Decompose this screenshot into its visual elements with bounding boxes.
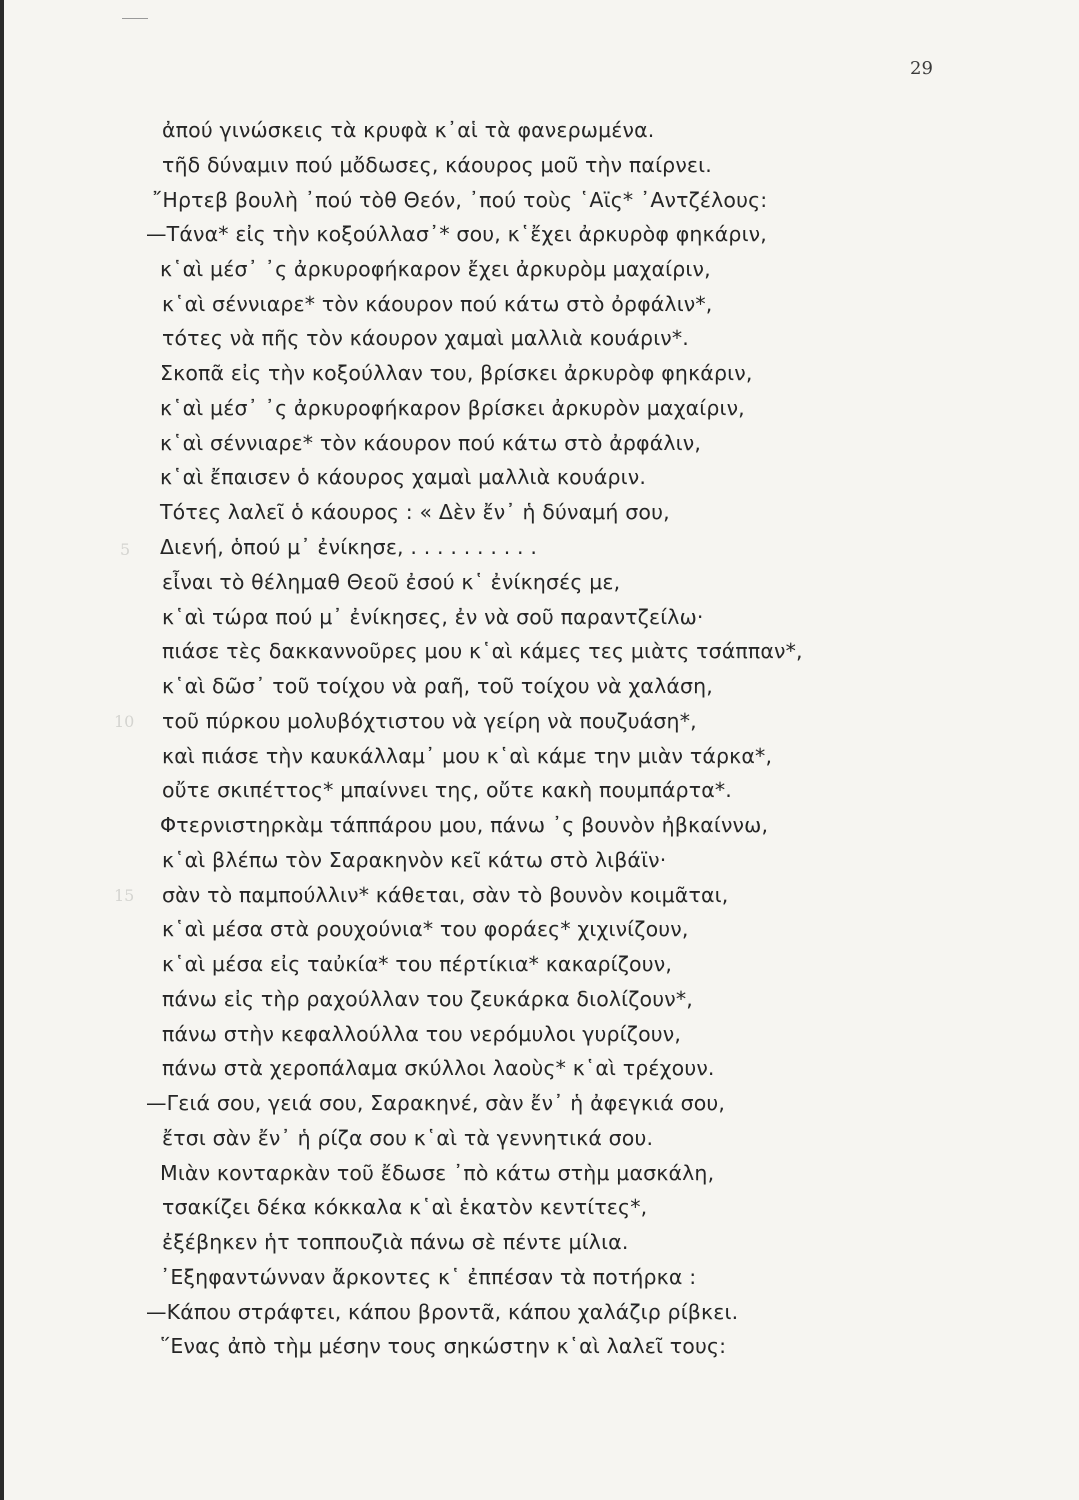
- margin-line-number: 15: [114, 886, 135, 905]
- verse-line: Διενή, ὁπού μ᾿ ἐνίκησε, . . . . . . . . . .: [160, 535, 538, 559]
- verse-line: εἶναι τὸ θέλημαθ Θεοῦ ἐσού κ῾ ἐνίκησές με,: [162, 570, 621, 594]
- verse-line: κ῾αὶ βλέπω τὸν Σαρακηνὸν κεῖ κάτω στὸ λιβάϊν·: [162, 848, 667, 872]
- verse-line: ῞Ενας ἀπὸ τὴμ μέσην τους σηκώστην κ῾αὶ λαλεῖ τους:: [160, 1334, 727, 1358]
- verse-line: κ῾αὶ μέσ᾿ ᾿ς ἀρκυροφήκαρον ἔχει ἀρκυρὸμ μαχαίριν,: [160, 257, 711, 281]
- top-mark: [122, 18, 148, 19]
- verse-line: ᾿Εξηφαντώνναν ἄρκοντες κ῾ ἐππέσαν τὰ ποτήρκα :: [160, 1265, 697, 1289]
- verse-line: πιάσε τὲς δακκαννοῦρες μου κ῾αὶ κάμες τες μιὰτς τσάππαν*,: [162, 639, 803, 663]
- verse-line: πάνω εἰς τὴρ ραχούλλαν του ζευκάρκα διολίζουν*,: [162, 987, 693, 1011]
- verse-line: ἀπού γινώσκεις τὰ κρυφὰ κ᾽αἱ τὰ φανερωμένα.: [162, 118, 655, 142]
- verse-line: κ῾αὶ δῶσ᾿ τοῦ τοίχου νὰ ραῆ, τοῦ τοίχου νὰ χαλάση,: [162, 674, 713, 698]
- verse-line: σὰν τὸ παμπούλλιν* κάθεται, σὰν τὸ βουνὸν κοιμᾶται,: [162, 883, 729, 907]
- verse-line: κ῾αὶ μέσα στὰ ρουχούνια* του φοράες* χιχινίζουν,: [162, 917, 689, 941]
- verse-line: ἐξέβηκεν ἡτ τοππουζιὰ πάνω σὲ πέντε μίλια.: [162, 1230, 629, 1254]
- verse-line: —Τάνα* εἰς τὴν κοξούλλασ᾿* σου, κ῾ἔχει ἀρκυρὸφ φηκάριν,: [146, 222, 767, 246]
- margin-line-number: 5: [120, 540, 131, 559]
- verse-line: —Γειά σου, γειά σου, Σαρακηνέ, σὰν ἔν᾿ ἡ ἀφεγκιά σου,: [146, 1091, 726, 1115]
- verse-line: κ῾αὶ σέννιαρε* τὸν κάουρον πού κάτω στὸ ὀρφάλιν*,: [162, 292, 713, 316]
- verse-line: Φτερνιστηρκὰμ τάππάρου μου, πάνω ᾿ς βουνὸν ἠβκαίννω,: [160, 813, 769, 837]
- verse-line: κ῾αὶ μέσ᾿ ᾿ς ἀρκυροφήκαρον βρίσκει ἀρκυρὸν μαχαίριν,: [160, 396, 745, 420]
- verse-line: πάνω στὴν κεφαλλούλλα του νερόμυλοι γυρίζουν,: [162, 1022, 682, 1046]
- verse-line: οὔτε σκιπέττος* μπαίννει της, οὔτε κακὴ πουμπάρτα*.: [162, 778, 732, 802]
- verse-line: τοῦ πύρκου μολυβόχτιστου νὰ γείρη νὰ πουζυάση*,: [162, 709, 697, 733]
- verse-line: —Κάπου στράφτει, κάπου βροντᾶ, κάπου χαλάζιρ ρίβκει.: [146, 1300, 739, 1324]
- verse-line: καὶ πιάσε τὴν καυκάλλαμ᾿ μου κ῾αὶ κάμε την μιὰν τάρκα*,: [162, 744, 773, 768]
- verse-line: τσακίζει δέκα κόκκαλα κ῾αὶ ἑκατὸν κεντίτες*,: [162, 1195, 648, 1219]
- verse-line: κ῾αὶ σέννιαρε* τὸν κάουρον πού κάτω στὸ ἀρφάλιν,: [160, 431, 702, 455]
- verse-line: Τότες λαλεῖ ὁ κάουρος : « Δὲν ἔν᾿ ἡ δύναμή σου,: [160, 500, 670, 524]
- verse-line: ἔτσι σὰν ἔν᾿ ἡ ρίζα σου κ῾αὶ τὰ γεννητικά σου.: [162, 1126, 654, 1150]
- verse-line: τότες νὰ πῆς τὸν κάουρον χαμαὶ μαλλιὰ κουάριν*.: [162, 326, 689, 350]
- verse-line: τῆδ δύναμιν πού μὄδωσες, κάουρος μοῦ τὴν παίρνει.: [162, 153, 712, 177]
- verse-line: ῎Ηρτεβ βουλὴ ᾿πού τὸθ Θεόν, ᾿πού τοὺς ῾Αϊς* ᾿Αντζέλους:: [152, 188, 768, 212]
- page-number: 29: [910, 58, 933, 79]
- verse-line: Μιὰν κονταρκὰν τοῦ ἔδωσε ᾿πὸ κάτω στὴμ μασκάλη,: [160, 1161, 715, 1185]
- verse-line: κ῾αὶ μέσα εἰς ταὐκία* του πέρτίκια* κακαρίζουν,: [162, 952, 673, 976]
- verse-line: κ῾αὶ τώρα πού μ᾿ ἐνίκησες, ἐν νὰ σοῦ παραντζείλω·: [162, 605, 704, 629]
- margin-line-number: 10: [114, 712, 135, 731]
- verse-line: κ῾αὶ ἔπαισεν ὁ κάουρος χαμαὶ μαλλιὰ κουάριν.: [160, 465, 647, 489]
- verse-line: Σκοπᾶ εἰς τὴν κοξούλλαν του, βρίσκει ἀρκυρὸφ φηκάριν,: [160, 361, 753, 385]
- page-edge: [0, 0, 4, 1500]
- verse-line: πάνω στὰ χεροπάλαμα σκύλλοι λαοὺς* κ῾αὶ τρέχουν.: [162, 1056, 715, 1080]
